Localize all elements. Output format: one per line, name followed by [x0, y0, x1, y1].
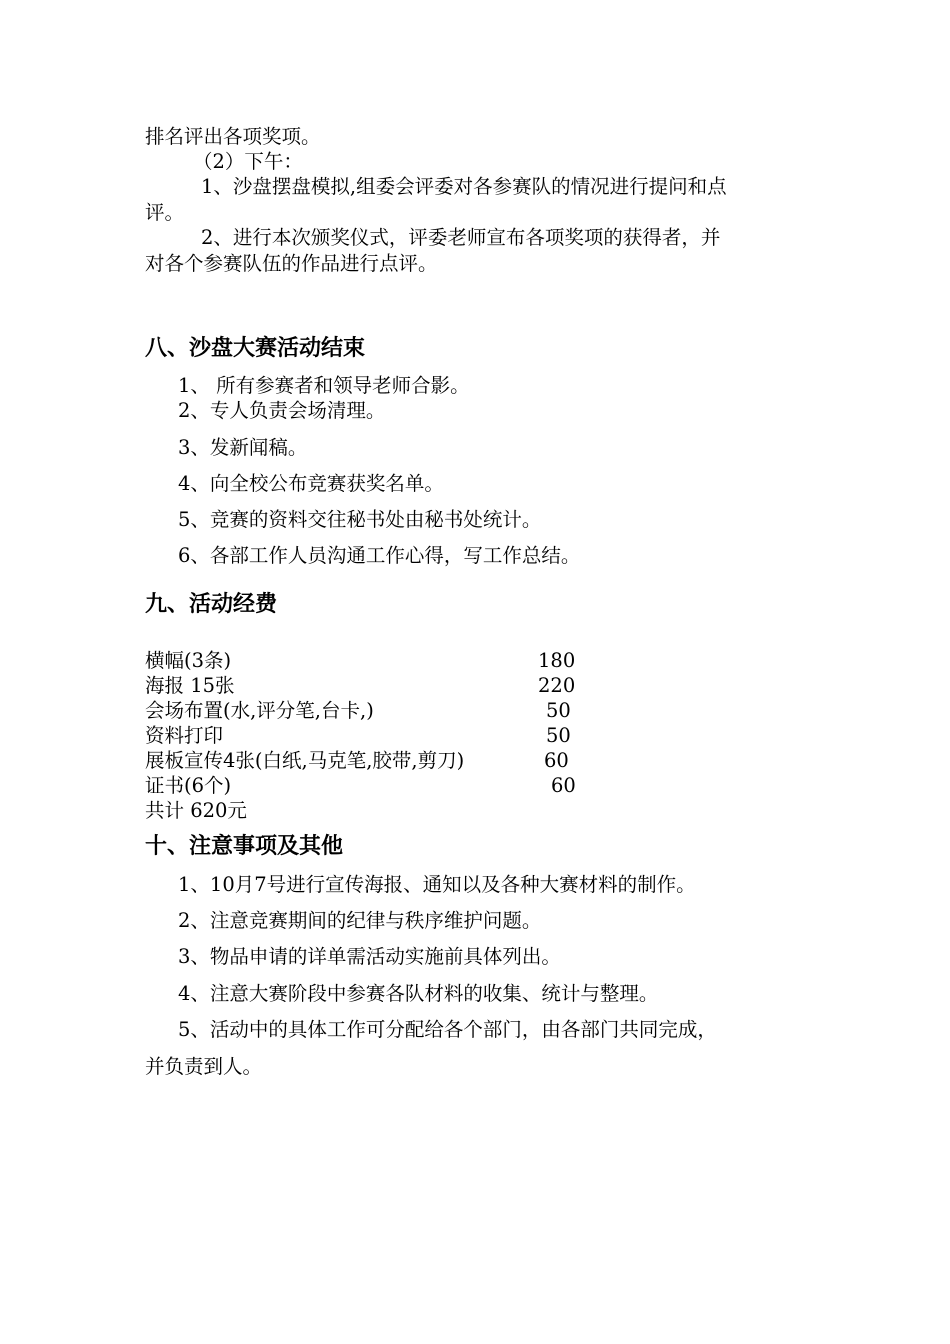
intro-line-6: 对各个参赛队伍的作品进行点评。 [145, 252, 438, 275]
intro-line-3: 1、沙盘摆盘模拟,组委会评委对各参赛队的情况进行提问和点 [201, 175, 727, 198]
section-8-heading: 八、沙盘大赛活动结束 [145, 336, 366, 361]
section-8-item: 1、 所有参赛者和领导老师合影。 [178, 374, 470, 397]
budget-item: 海报 15张 [145, 674, 235, 697]
budget-total: 共计 620元 [145, 799, 247, 822]
budget-item: 横幅(3条) [145, 649, 232, 672]
section-10-item: 2、注意竞赛期间的纪律与秩序维护问题。 [178, 909, 542, 932]
budget-amount: 60 [551, 774, 576, 797]
intro-line-1: 排名评出各项奖项。 [145, 125, 321, 148]
section-8-item: 5、竞赛的资料交往秘书处由秘书处统计。 [178, 508, 542, 531]
intro-line-5: 2、进行本次颁奖仪式，评委老师宣布各项奖项的获得者，并 [201, 226, 721, 249]
budget-item: 证书(6个) [145, 774, 232, 797]
section-10-heading: 十、注意事项及其他 [145, 834, 344, 859]
section-9-heading: 九、活动经费 [145, 592, 278, 617]
budget-amount: 60 [544, 749, 569, 772]
budget-item: 资料打印 [145, 724, 224, 747]
intro-line-2: （2）下午： [193, 150, 303, 173]
budget-item: 展板宣传4张(白纸,马克笔,胶带,剪刀) [145, 749, 465, 772]
budget-amount: 180 [538, 649, 576, 672]
budget-item: 会场布置(水,评分笔,台卡,) [145, 699, 374, 722]
section-10-item: 1、10月7号进行宣传海报、通知以及各种大赛材料的制作。 [178, 873, 696, 896]
section-10-tail: 并负责到人。 [145, 1055, 263, 1078]
budget-amount: 50 [546, 724, 571, 747]
intro-line-4: 评。 [145, 201, 185, 224]
budget-amount: 220 [538, 674, 576, 697]
section-10-item: 4、注意大赛阶段中参赛各队材料的收集、统计与整理。 [178, 982, 659, 1005]
budget-amount: 50 [546, 699, 571, 722]
section-8-item: 3、发新闻稿。 [178, 436, 308, 459]
section-8-item: 2、专人负责会场清理。 [178, 399, 386, 422]
section-10-item: 5、活动中的具体工作可分配给各个部门，由各部门共同完成， [178, 1018, 717, 1041]
section-8-item: 6、各部工作人员沟通工作心得，写工作总结。 [178, 544, 581, 567]
section-10-item: 3、物品申请的详单需活动实施前具体列出。 [178, 945, 561, 968]
section-8-item: 4、向全校公布竞赛获奖名单。 [178, 472, 444, 495]
